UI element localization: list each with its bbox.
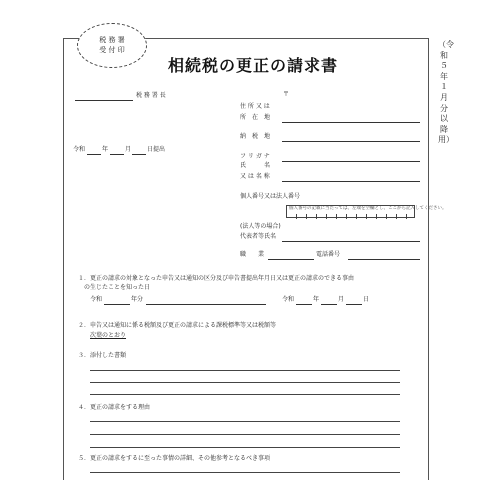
id-tick [326,214,327,219]
representative-label: 代表者等氏名 [240,233,277,240]
occupation-field[interactable] [268,259,314,260]
section-4-line[interactable] [90,421,400,422]
section-1-title-cont: の生じたことを知った日 [84,284,151,291]
section-1-date-day-field[interactable] [346,304,362,305]
section-5-line[interactable] [90,472,400,473]
name-label-1: 氏 名 [240,162,271,169]
furigana-label: フ リ ガ ナ [240,153,270,160]
address-label-2: 所 在 地 [240,114,271,121]
name-field[interactable] [282,181,420,182]
reception-stamp [77,23,147,68]
id-tick [366,214,367,219]
phone-label: 電話番号 [316,251,341,258]
section-1-date-year-field[interactable] [296,304,312,305]
id-tick [336,214,337,219]
id-tick [376,214,377,219]
id-number-note: 個人番号の記載に当たっては、左端を空欄とし、ここから記入してください。 [289,206,447,211]
id-tick [296,214,297,219]
section-3-line[interactable] [90,382,400,383]
address-label-1: 住 所 又 は [240,103,270,110]
occupation-label: 職 業 [240,251,265,258]
id-tick [356,214,357,219]
id-tick [386,214,387,219]
section-3-line[interactable] [90,394,400,395]
section-1-date-month-field[interactable] [321,304,337,305]
date-day-field[interactable] [132,154,146,155]
tax-office-field[interactable] [75,100,133,101]
postal-mark: 〒 [283,91,290,98]
date-year: 年 [102,146,109,153]
section-2-title: ２．申告又は通知に係る税額及び更正の請求による課税標準等又は税額等 [78,322,277,329]
form-title: 相続税の更正の請求書 [168,56,339,75]
id-tick [396,214,397,219]
section-1-title: １．更正の請求の対象となった申告又は通知の区分及び申告書提出年月日又は更正の請求のできる事由 [78,275,355,282]
stamp-line2: 受 付 印 [99,46,125,54]
section-1-reiwa-2: 令和 [282,296,295,303]
id-tick [306,214,307,219]
section-5-title: ５．更正の請求をするに至った事情の詳細、その他参考となるべき事項 [78,455,271,462]
corporation-label: (法人等の場合) [240,223,281,230]
section-4-line[interactable] [90,447,400,448]
tax-location-label: 納 税 地 [240,133,271,140]
phone-field[interactable] [348,259,420,260]
section-2-subtitle: 次葉のとおり [90,332,127,339]
section-1-year-label: 年 [313,296,320,303]
side-note: （令和５年１月分以降用） [438,40,454,145]
section-1-month-label: 月 [338,296,345,303]
date-prefix: 令和 [73,146,86,153]
date-month-field[interactable] [110,154,124,155]
date-month: 月 [125,146,132,153]
tax-office-suffix: 税 務 署 長 [136,92,166,99]
name-label-2: 又 は 名 称 [240,173,270,180]
stamp-line1: 税 務 署 [99,36,125,44]
section-4-title: ４．更正の請求をする理由 [78,404,151,411]
section-1-year-field[interactable] [104,304,130,305]
representative-field[interactable] [282,241,420,242]
section-1-reiwa-1: 令和 [90,296,103,303]
address-field[interactable] [282,122,420,123]
section-4-line[interactable] [90,434,400,435]
section-3-line[interactable] [90,370,400,371]
section-1-declaration-field[interactable] [146,304,266,305]
id-tick [316,214,317,219]
id-number-label: 個人番号又は法人番号 [240,193,301,200]
date-day: 日提出 [147,146,166,153]
furigana-field[interactable] [282,161,420,162]
id-tick [406,214,407,219]
date-year-field[interactable] [87,154,101,155]
section-1-day-label: 日 [363,296,370,303]
tax-location-field[interactable] [282,141,420,142]
id-tick [346,214,347,219]
section-1-nenbun: 年分 [131,296,144,303]
section-3-title: ３．添付した書類 [78,352,127,359]
